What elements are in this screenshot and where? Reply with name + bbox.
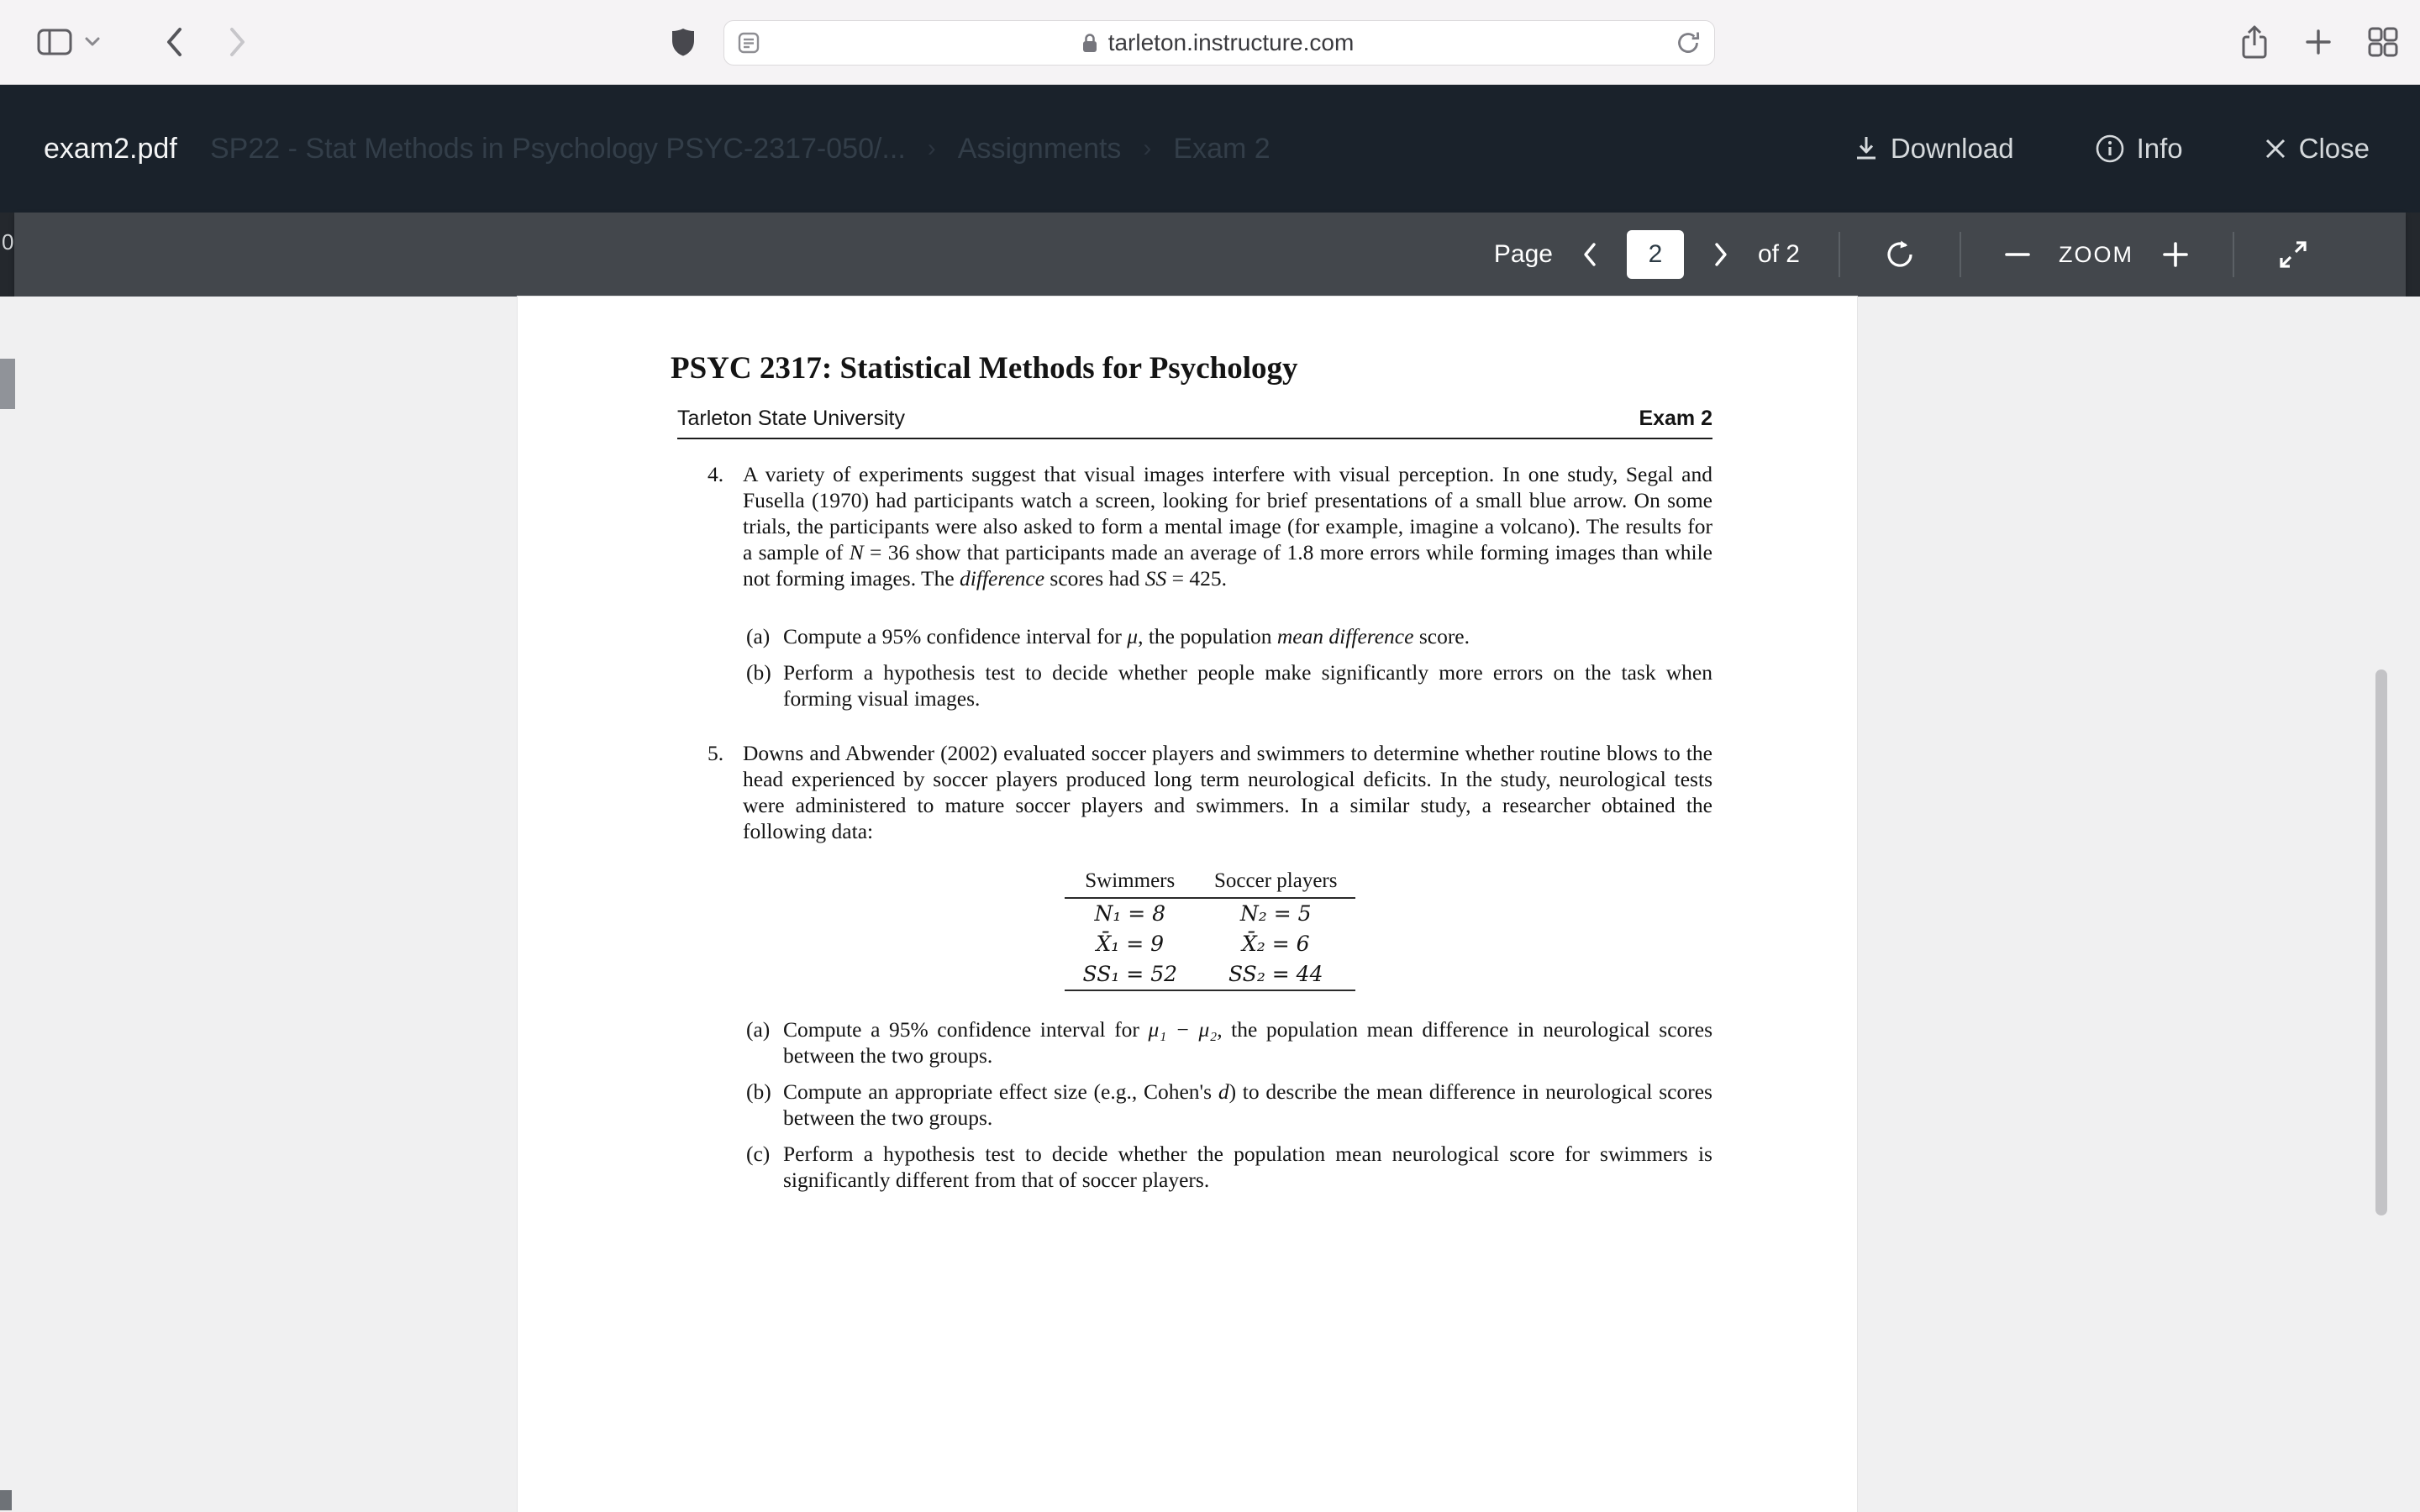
thumbnail-sliver bbox=[0, 359, 15, 409]
pdf-filename: exam2.pdf bbox=[44, 132, 177, 165]
text-run: A variety of experiments suggest that visual images interfere with visual perception. In one study, Segal and Fusella (1970) had participants watch a screen, looking for brief presentations of a small blue arrow. On some trials, the participants were also asked to form a mental image (for example, imagine a volcano). The results for a sample of bbox=[743, 462, 1712, 564]
item-label: (c) bbox=[746, 1142, 771, 1166]
reader-button[interactable] bbox=[738, 32, 760, 54]
sidebar-chevron-button[interactable] bbox=[84, 36, 101, 48]
browser-chrome bbox=[0, 0, 2420, 85]
item-text: Perform a hypothesis test to decide whether the population mean neurological score for swimmers is significantly different from that of soccer players. bbox=[783, 1142, 1712, 1192]
data-table-wrapper bbox=[708, 869, 1712, 991]
rotate-icon bbox=[1884, 239, 1916, 270]
pdf-toolbar bbox=[14, 213, 2406, 297]
table-cell: SS₁ = 52 bbox=[1065, 959, 1197, 990]
data-table bbox=[1065, 869, 1356, 991]
info-button[interactable] bbox=[2095, 133, 2183, 165]
question-5-item-a bbox=[746, 1016, 1712, 1068]
expand-icon bbox=[2278, 239, 2308, 270]
toolbar-divider bbox=[1960, 232, 1961, 277]
download-label: Download bbox=[1890, 133, 2014, 164]
previous-page-button[interactable] bbox=[1576, 241, 1603, 268]
breadcrumb-chevron-icon: › bbox=[1143, 134, 1152, 162]
document-header-row bbox=[677, 407, 1712, 439]
forward-button[interactable] bbox=[227, 24, 249, 60]
text-run: scores had bbox=[1044, 566, 1145, 591]
table-cell: SS₂ = 44 bbox=[1196, 959, 1355, 990]
lock-icon bbox=[1081, 32, 1098, 54]
item-label: (a) bbox=[746, 624, 771, 648]
university-name: Tarleton State University bbox=[677, 407, 905, 430]
math-run: μ bbox=[1127, 624, 1139, 648]
reload-icon bbox=[1676, 30, 1701, 55]
exam-label: Exam 2 bbox=[1639, 407, 1712, 430]
zoom-out-button[interactable] bbox=[2000, 251, 2035, 258]
item-text bbox=[783, 1079, 1712, 1131]
table-header-soccer: Soccer players bbox=[1196, 869, 1355, 898]
chevron-left-icon bbox=[1581, 241, 1598, 268]
pdf-overlay-header bbox=[0, 85, 2420, 213]
math-run: SS bbox=[1144, 566, 1167, 591]
tab-overview-button[interactable] bbox=[2368, 27, 2398, 57]
table-cell: N₁ = 8 bbox=[1094, 901, 1166, 926]
close-label: Close bbox=[2298, 133, 2370, 164]
zoom-in-button[interactable] bbox=[2157, 241, 2194, 268]
text-run: = 425. bbox=[1166, 566, 1227, 591]
url-text: tarleton.instructure.com bbox=[1107, 29, 1355, 55]
pdf-toolbar-strip bbox=[0, 213, 2420, 297]
toolbar-divider bbox=[1839, 232, 1840, 277]
question-number: 4. bbox=[708, 462, 724, 486]
math-run: μ₁ − μ₂ bbox=[1148, 1017, 1218, 1042]
minus-icon bbox=[2005, 251, 2030, 258]
download-button[interactable] bbox=[1854, 133, 2014, 165]
table-row bbox=[1065, 929, 1356, 959]
question-5 bbox=[708, 740, 1712, 844]
text-run: ) to describe the mean difference in neurological scores between the two groups. bbox=[783, 1079, 1712, 1130]
chevron-right-icon bbox=[227, 24, 249, 60]
breadcrumb-course: SP22 - Stat Methods in Psychology PSYC-2317-050/... bbox=[210, 132, 906, 165]
sidebar-icon bbox=[37, 29, 72, 55]
toolbar-divider bbox=[2233, 232, 2234, 277]
text-run: = 36 show that participants made an average of 1.8 more errors while forming images than while not forming images. The bbox=[743, 540, 1712, 591]
address-bar[interactable] bbox=[723, 20, 1715, 66]
table-cell: X̄₁ = 9 bbox=[1096, 932, 1165, 956]
pdf-page bbox=[518, 297, 1857, 1512]
back-button[interactable] bbox=[163, 24, 185, 60]
chevron-left-icon bbox=[163, 24, 185, 60]
close-icon bbox=[2264, 137, 2287, 160]
download-icon bbox=[1854, 134, 1879, 163]
privacy-shield-button[interactable] bbox=[671, 27, 696, 57]
fullscreen-button[interactable] bbox=[2273, 239, 2313, 270]
italic-run: difference bbox=[960, 566, 1045, 591]
table-cell: N₂ = 5 bbox=[1239, 901, 1312, 926]
reader-icon bbox=[738, 32, 760, 54]
item-text: Perform a hypothesis test to decide whether people make significantly more errors on the task when forming visual images. bbox=[783, 660, 1712, 711]
new-tab-button[interactable] bbox=[2304, 28, 2333, 56]
question-4-item-a bbox=[746, 623, 1712, 649]
page-label: Page bbox=[1493, 240, 1553, 268]
table-row bbox=[1065, 898, 1356, 929]
item-label: (b) bbox=[746, 1079, 771, 1104]
shield-icon bbox=[671, 27, 696, 57]
breadcrumb bbox=[210, 85, 1270, 213]
breadcrumb-exam: Exam 2 bbox=[1173, 132, 1270, 165]
question-text bbox=[743, 461, 1712, 591]
math-run: N bbox=[849, 540, 864, 564]
plus-icon bbox=[2304, 28, 2333, 56]
table-header-swimmers: Swimmers bbox=[1065, 869, 1197, 898]
chevron-right-icon bbox=[1712, 241, 1729, 268]
info-icon bbox=[2095, 134, 2125, 164]
close-button[interactable] bbox=[2264, 133, 2370, 165]
math-run: d bbox=[1218, 1079, 1229, 1104]
text-run: , the population bbox=[1138, 624, 1277, 648]
item-text bbox=[783, 623, 1712, 649]
question-5-item-b bbox=[746, 1079, 1712, 1131]
text-run: , the population mean difference in neurological scores between the two groups. bbox=[783, 1017, 1712, 1068]
question-4 bbox=[708, 461, 1712, 591]
zoom-label: ZOOM bbox=[2059, 241, 2133, 267]
next-page-button[interactable] bbox=[1707, 241, 1734, 268]
page-number-input[interactable] bbox=[1627, 230, 1684, 279]
share-icon bbox=[2240, 24, 2269, 60]
pdf-viewport[interactable] bbox=[0, 297, 2420, 1512]
share-button[interactable] bbox=[2240, 24, 2269, 60]
breadcrumb-chevron-icon: › bbox=[927, 134, 936, 162]
thumbnail-sliver bbox=[0, 1490, 12, 1510]
table-row bbox=[1065, 959, 1356, 990]
page-total-label: of 2 bbox=[1757, 240, 1800, 268]
table-cell: X̄₂ = 6 bbox=[1241, 932, 1310, 956]
item-label: (b) bbox=[746, 660, 771, 685]
question-5-item-c bbox=[746, 1141, 1712, 1193]
question-number: 5. bbox=[708, 741, 724, 765]
plus-icon bbox=[2162, 241, 2189, 268]
info-label: Info bbox=[2136, 133, 2183, 164]
item-text bbox=[783, 1016, 1712, 1068]
clipped-thumbnail-label: 0 bbox=[2, 229, 14, 255]
grid-icon bbox=[2368, 27, 2398, 57]
vertical-scrollbar[interactable] bbox=[2375, 669, 2387, 1215]
question-4-item-b bbox=[746, 659, 1712, 711]
document-title: PSYC 2317: Statistical Methods for Psychology bbox=[671, 351, 1298, 386]
chevron-down-icon bbox=[84, 36, 101, 48]
italic-run: mean difference bbox=[1276, 624, 1414, 648]
text-run: Compute a 95% confidence interval for bbox=[783, 624, 1128, 648]
text-run: Compute an appropriate effect size (e.g., Cohen's bbox=[783, 1079, 1218, 1104]
breadcrumb-assignments: Assignments bbox=[957, 132, 1122, 165]
question-text: Downs and Abwender (2002) evaluated soccer players and swimmers to determine whether routine blows to the head experienced by soccer players produced long term neurological deficits. In the study, neurological tests were administered to mature soccer players and swimmers. In a similar study, a researcher obtained the following data: bbox=[743, 741, 1712, 843]
text-run: score. bbox=[1413, 624, 1470, 648]
sidebar-toggle-button[interactable] bbox=[37, 29, 72, 55]
rotate-button[interactable] bbox=[1879, 239, 1921, 270]
text-run: Compute a 95% confidence interval for bbox=[783, 1017, 1149, 1042]
reload-button[interactable] bbox=[1676, 30, 1701, 55]
item-label: (a) bbox=[746, 1017, 771, 1042]
